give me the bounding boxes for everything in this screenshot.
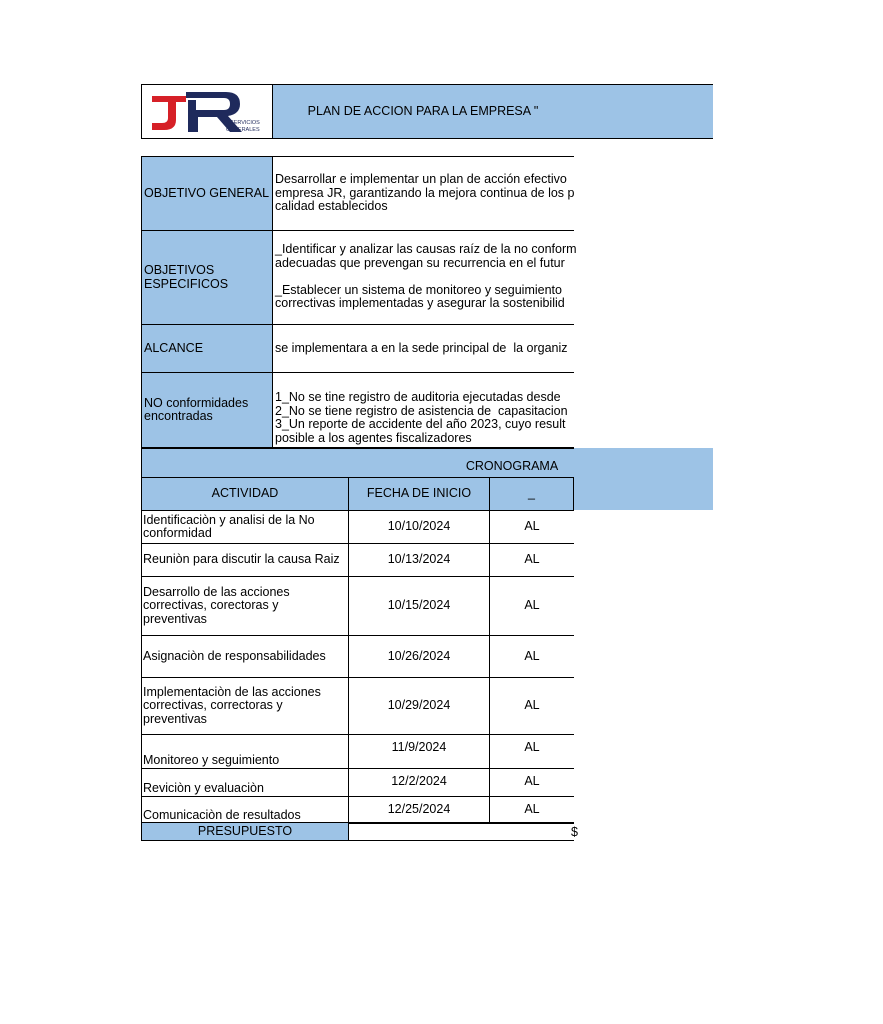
- cell-fecha: 12/25/2024: [348, 796, 490, 824]
- cronograma-top-border: [141, 448, 574, 449]
- cell-actividad: Reuniòn para discutir la causa Raiz: [141, 543, 349, 577]
- cell-sep: AL: [489, 543, 574, 577]
- alcance-label: ALCANCE: [141, 324, 273, 373]
- cell-fecha: 10/10/2024: [348, 510, 490, 544]
- col-header-actividad: ACTIVIDAD: [141, 477, 349, 511]
- svg-text:GENERALES: GENERALES: [226, 126, 260, 133]
- cell-fecha: 10/15/2024: [348, 576, 490, 636]
- presupuesto-value: $: [348, 822, 574, 841]
- page-title-text: PLAN DE ACCION PARA LA EMPRESA ": [307, 103, 539, 118]
- cell-actividad: Monitoreo y seguimiento: [141, 734, 349, 769]
- cell-fecha: 10/13/2024: [348, 543, 490, 577]
- presupuesto-label: PRESUPUESTO: [141, 822, 349, 841]
- alcance-text: se implementara a en la sede principal de la organiz: [272, 324, 574, 373]
- cell-actividad: Asignaciòn de responsabilidades: [141, 635, 349, 678]
- cell-sep: AL: [489, 510, 574, 544]
- objetivo-general-text: Desarrollar e implementar un plan de acción efectivo empresa JR, garantizando la mejora continua de los p calidad establecidos: [272, 156, 574, 231]
- cell-sep: AL: [489, 576, 574, 636]
- cell-sep: AL: [489, 734, 574, 769]
- cell-fecha: 10/26/2024: [348, 635, 490, 678]
- cell-sep: AL: [489, 677, 574, 735]
- cell-actividad: Reviciòn y evaluaciòn: [141, 768, 349, 797]
- objetivo-general-label: OBJETIVO GENERAL: [141, 156, 273, 231]
- cell-sep: AL: [489, 768, 574, 797]
- cronograma-title: CRONOGRAMA: [465, 459, 559, 474]
- no-conformidades-text: 1_No se tine registro de auditoria ejecutadas desde 2_No se tiene registro de asistencia de capasitacion 3_Un reporte de accidente del año 2023, cuyo result posible a los agentes fiscalizadores: [272, 372, 574, 448]
- cell-sep: AL: [489, 796, 574, 824]
- cell-fecha: 11/9/2024: [348, 734, 490, 769]
- col-header-fecha: FECHA DE INICIO: [348, 477, 490, 511]
- page-title: [273, 84, 713, 139]
- cell-actividad: Identificaciòn y analisi de la No conformidad: [141, 510, 349, 544]
- cell-fecha: 10/29/2024: [348, 677, 490, 735]
- objetivos-especificos-label: OBJETIVOS ESPECIFICOS: [141, 230, 273, 325]
- cell-actividad: Implementaciòn de las acciones correctivas, correctoras y preventivas: [141, 677, 349, 735]
- no-conformidades-label: NO conformidades encontradas: [141, 372, 273, 448]
- jr-logo: [146, 88, 268, 136]
- cell-sep: AL: [489, 635, 574, 678]
- logo-subtext: SERVICIOS: [230, 119, 260, 126]
- objetivos-especificos-text: _Identificar y analizar las causas raíz de la no conform adecuadas que prevengan su recurrencia en el futur _Establecer un sistema de monitoreo y seguimiento correctivas implementadas y asegurar la sostenibilid: [272, 230, 574, 325]
- col-header-sep: _: [489, 477, 574, 511]
- cell-actividad: Desarrollo de las acciones correctivas, corectoras y preventivas: [141, 576, 349, 636]
- logo-cell: [141, 84, 273, 139]
- cell-fecha: 12/2/2024: [348, 768, 490, 797]
- cell-actividad: Comunicaciòn de resultados: [141, 796, 349, 824]
